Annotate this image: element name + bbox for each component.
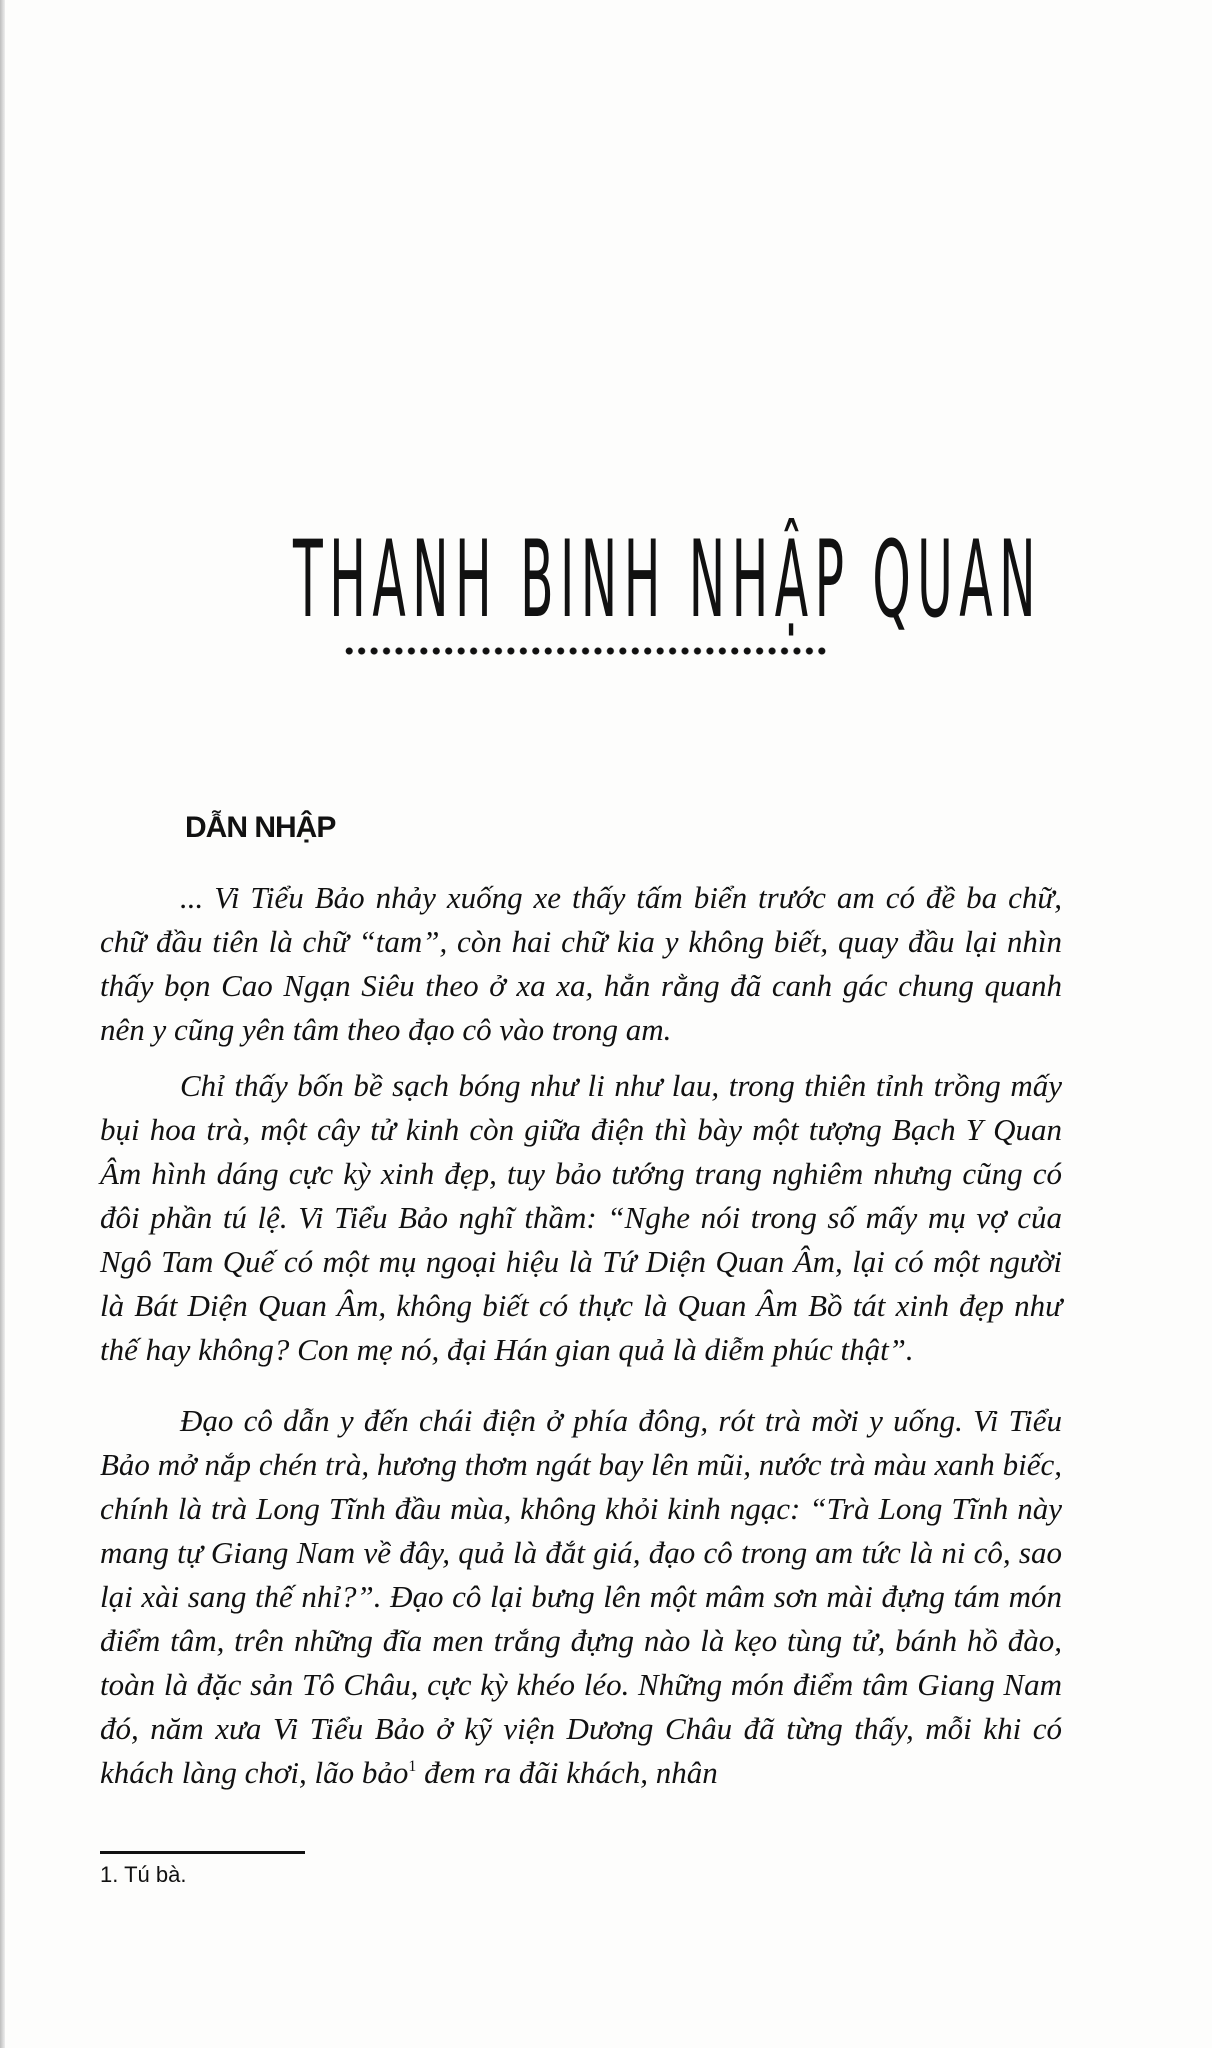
paragraph-text-tail: đem ra đãi khách, nhân [416,1755,718,1790]
paragraph-1 [100,876,1062,1052]
chapter-title: THANH BINH NHẬP QUAN [293,518,1043,641]
paragraph-2 [100,1064,1062,1372]
footnote: 1. Tú bà. [100,1862,187,1887]
paragraph-text: ... Vi Tiểu Bảo nhảy xuống xe thấy tấm biển trước am có đề ba chữ, chữ đầu tiên là chữ “tam”, còn hai chữ kia y không biết, quay đầu lại nhìn thấy bọn Cao Ngạn Siêu theo ở xa xa, hẳn rằng đã canh gác chung quanh nên y cũng yên tâm theo đạo cô vào trong am. [100,880,1062,1047]
footnote-rule [100,1851,305,1854]
dotted-divider [343,645,828,657]
paragraph-text [100,1399,1062,1795]
paragraph-3 [100,1399,1062,1795]
scan-edge [0,0,5,2048]
section-heading: DẪN NHẬP [185,811,336,844]
paragraph-text-main: Đạo cô dẫn y đến chái điện ở phía đông, rót trà mời y uống. Vi Tiểu Bảo mở nắp chén trà, hương thơm ngát bay lên mũi, nước trà màu xanh biếc, chính là trà Long Tĩnh đầu mùa, không khỏi kinh ngạc: “Trà Long Tĩnh này mang tự Giang Nam về đây, quả là đắt giá, đạo cô trong am tức là ni cô, sao lại xài sang thế nhỉ?”. Đạo cô lại bưng lên một mâm sơn mài đựng tám món điểm tâm, trên những đĩa men trắng đựng nào là kẹo tùng tử, bánh hồ đào, toàn là đặc sản Tô Châu, cực kỳ khéo léo. Những món điểm tâm Giang Nam đó, năm xưa Vi Tiểu Bảo ở kỹ viện Dương Châu đã từng thấy, mỗi khi có khách làng chơi, lão bảo [100,1403,1062,1790]
footnote-marker[interactable]: 1 [408,1758,417,1775]
paragraph-text: Chỉ thấy bốn bề sạch bóng như li như lau, trong thiên tỉnh trồng mấy bụi hoa trà, một cây tử kinh còn giữa điện thì bày một tượng Bạch Y Quan Âm hình dáng cực kỳ xinh đẹp, tuy bảo tướng trang nghiêm nhưng cũng có đôi phần tú lệ. Vi Tiểu Bảo nghĩ thầm: “Nghe nói trong số mấy mụ vợ của Ngô Tam Quế có một mụ ngoại hiệu là Tứ Diện Quan Âm, lại có một người là Bát Diện Quan Âm, không biết có thực là Quan Âm Bồ tát xinh đẹp như thế hay không? Con mẹ nó, đại Hán gian quả là diễm phúc thật”. [100,1068,1062,1367]
